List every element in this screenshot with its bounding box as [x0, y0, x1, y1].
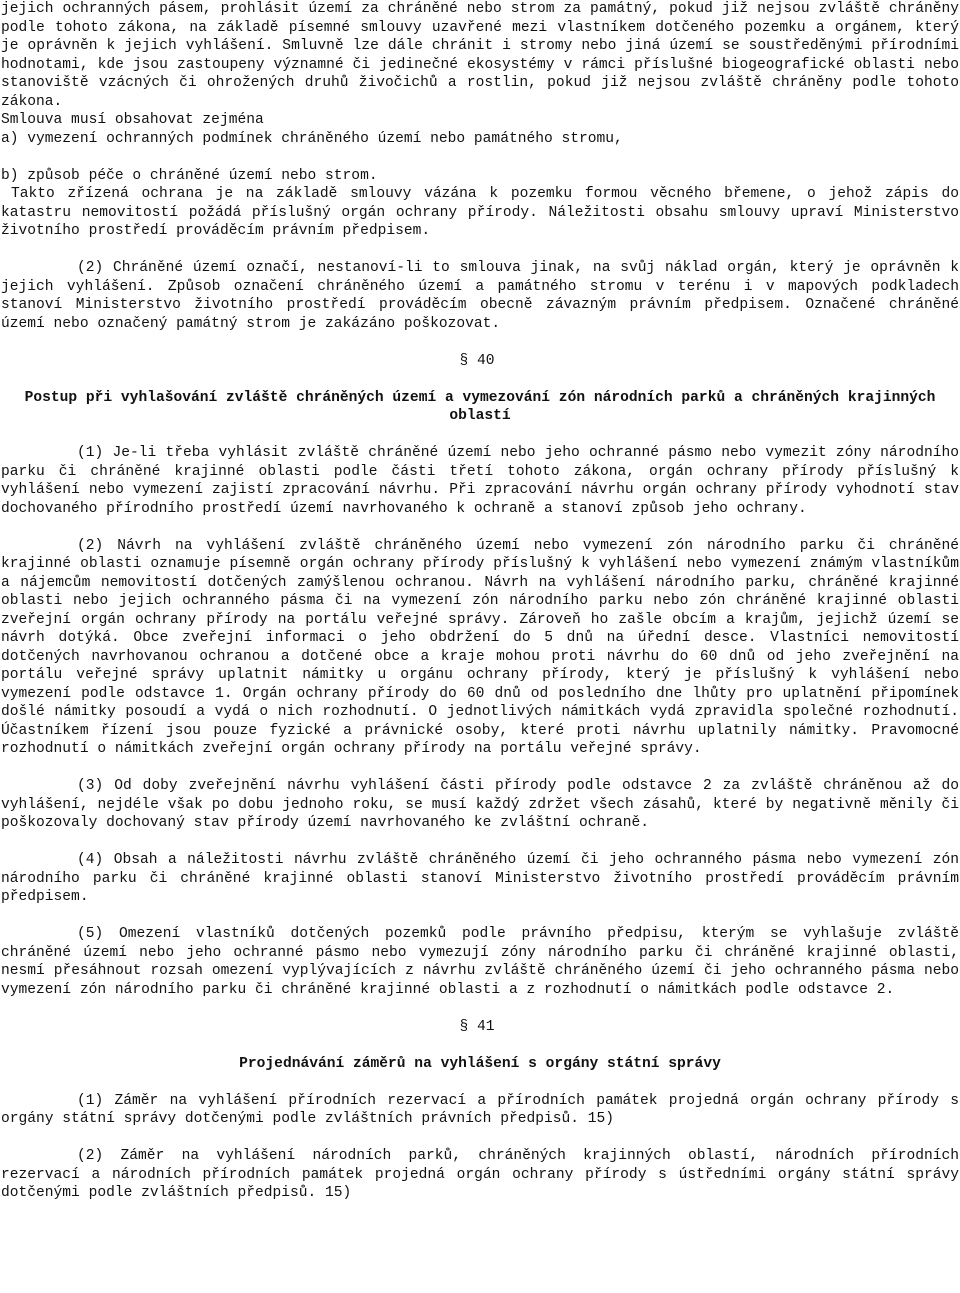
section-40-paragraph-2: (2) Návrh na vyhlášení zvláště chráněného území nebo vymezení zón národního parku či chráněné krajinné oblasti oznamuje písemně orgán ochrany přírody příslušný k vyhlášení nebo vymezení známým vlastníkům a nájemcům nemovitostí dotčených zamýšlenou ochranou. Návrh na vyhlášení národního parku, chráněné krajinné oblasti nebo jejich ochranného pásma či na vymezení zón národního parku nebo zón chráněné krajinné oblasti zveřejní orgán ochrany přírody na portálu veřejné správy. Zároveň ho zašle obcím a krajům, jejichž území se návrh dotýká. Obce zveřejní informaci o jeho obdržení do 5 dnů na úřední desce. Vlastníci nemovitostí dotčených navrhovanou ochranou a dotčené obce a kraje mohou proti návrhu do 60 dnů od jeho zveřejnění na portálu veřejné správy uplatnit námitky u orgánu ochrany přírody, který je příslušný k vyhlášení nebo vymezení podle odstavce 1. Orgán ochrany přírody do 60 dnů od posledního dne lhůty pro uplatnění připomínek došlé námitky posoudí a vydá o nich rozhodnutí. O jednotlivých námitkách vydá zpravidla společné rozhodnutí. Účastníkem řízení jsou pouze fyzické a právnické osoby, které proti návrhu uplatnily námitky. Pravomocné rozhodnutí o námitkách zveřejní orgán ochrany přírody na portálu veřejné správy.: [1, 537, 959, 757]
section-41-number: § 41: [459, 1018, 495, 1035]
intro-paragraph-1: jejich ochranných pásem, prohlásit území za chráněné nebo strom za památný, pokud již nejsou zvláště chráněny podle tohoto zákona, na základě písemné smlouvy uzavřené mezi vlastníkem dotčeného pozemku a orgánem, který je oprávněn k jejich vyhlášení. Smluvně lze dále chránit i stromy nebo jiná území se soustředěnými přírodními hodnotami, kde jsou zastoupeny významné či jedinečné ekosystémy v rámci příslušné biogeografické oblasti nebo stanoviště vzácných či ohrožených druhů živočichů a rostlin, pokud již nejsou zvláště chráněny podle tohoto zákona.: [1, 1, 959, 110]
section-40-paragraph-4: (4) Obsah a náležitosti návrhu zvláště chráněného území či jeho ochranného pásma nebo vymezení zón národního parku či chráněné krajinné oblasti stanoví Ministerstvo životního prostředí prováděcím právním předpisem.: [1, 852, 959, 905]
spacer: [0, 907, 960, 926]
intro-item-b: b) způsob péče o chráněné území nebo strom.: [1, 167, 378, 184]
intro-paragraph-4: (2) Chráněné území označí, nestanoví-li to smlouva jinak, na svůj náklad orgán, který je oprávněn k jejich vyhlášení. Způsob označení chráněného území a památného stromu v terénu i v mapových podkladech stanoví Ministerstvo životního prostředí prováděcím obecně závazným právním předpisem. Označené chráněné území nebo označený památný strom je zakázáno poškozovat.: [1, 260, 959, 332]
spacer: [0, 518, 960, 537]
section-40-paragraph-3: (3) Od doby zveřejnění návrhu vyhlášení části přírody podle odstavce 2 za zvláště chráněnou až do vyhlášení, nejdéle však po dobu jednoho roku, se musí každý zdržet všech zásahů, které by negativně měnily či poškozovaly dochovaný stav přírody území navrhovaného ke zvláštní ochraně.: [1, 778, 959, 831]
spacer: [0, 1073, 960, 1092]
spacer: [0, 148, 960, 167]
spacer: [0, 333, 960, 352]
section-40-paragraph-1: (1) Je-li třeba vyhlásit zvláště chráněné území nebo jeho ochranné pásmo nebo vymezit zóny národního parku či chráněné krajinné oblasti podle části třetí tohoto zákona, orgán ochrany přírody příslušný k vyhlášení nebo vymezení zajistí zpracování návrhu. Při zpracování návrhu orgán ochrany přírody vyhodnotí stav dochovaného přírodního prostředí území navrhovaného k ochraně a stanoví způsob jeho ochrany.: [1, 445, 959, 517]
spacer: [0, 1129, 960, 1148]
spacer: [0, 241, 960, 260]
spacer: [0, 370, 960, 389]
spacer: [0, 999, 960, 1018]
section-40-paragraph-5: (5) Omezení vlastníků dotčených pozemků podle právního předpisu, kterým se vyhlašuje zvláště chráněné území nebo jeho ochranné pásmo nebo vymezují zóny národního parku či chráněné krajinné oblasti, nesmí přesáhnout rozsah omezení vyplývajících z návrhu zvláště chráněného území či jeho ochranného pásma nebo vymezení zón národního parku či chráněné krajinné oblasti a z rozhodnutí o námitkách podle odstavce 2.: [1, 926, 959, 998]
spacer: [0, 426, 960, 445]
section-40-number: § 40: [459, 352, 495, 369]
spacer: [0, 759, 960, 778]
intro-item-a: a) vymezení ochranných podmínek chráněného území nebo památného stromu,: [1, 130, 623, 147]
intro-paragraph-2: Smlouva musí obsahovat zejména: [1, 112, 264, 128]
section-41-title: Projednávání záměrů na vyhlášení s orgány státní správy: [239, 1055, 721, 1072]
section-41-paragraph-1: (1) Záměr na vyhlášení přírodních rezervací a přírodních památek projedná orgán ochrany přírody s orgány státní správy dotčenými podle zvláštních právních předpisů. 15): [1, 1092, 959, 1127]
intro-paragraph-3: Takto zřízená ochrana je na základě smlouvy vázána k pozemku formou věcného břemene, o jehož zápis do katastru nemovitostí požádá příslušný orgán ochrany přírody. Náležitosti obsahu smlouvy upraví Ministerstvo životního prostředí prováděcím právním předpisem.: [1, 186, 959, 239]
spacer: [0, 833, 960, 852]
section-41-paragraph-2: (2) Záměr na vyhlášení národních parků, chráněných krajinných oblastí, národních přírodních rezervací a národních přírodních památek projedná orgán ochrany přírody s ústředními orgány státní správy dotčenými podle zvláštních předpisů. 15): [1, 1148, 959, 1201]
section-40-title: Postup při vyhlašování zvláště chráněných území a vymezování zón národních parků a chráněných krajinných oblastí: [24, 389, 936, 424]
spacer: [0, 1036, 960, 1055]
